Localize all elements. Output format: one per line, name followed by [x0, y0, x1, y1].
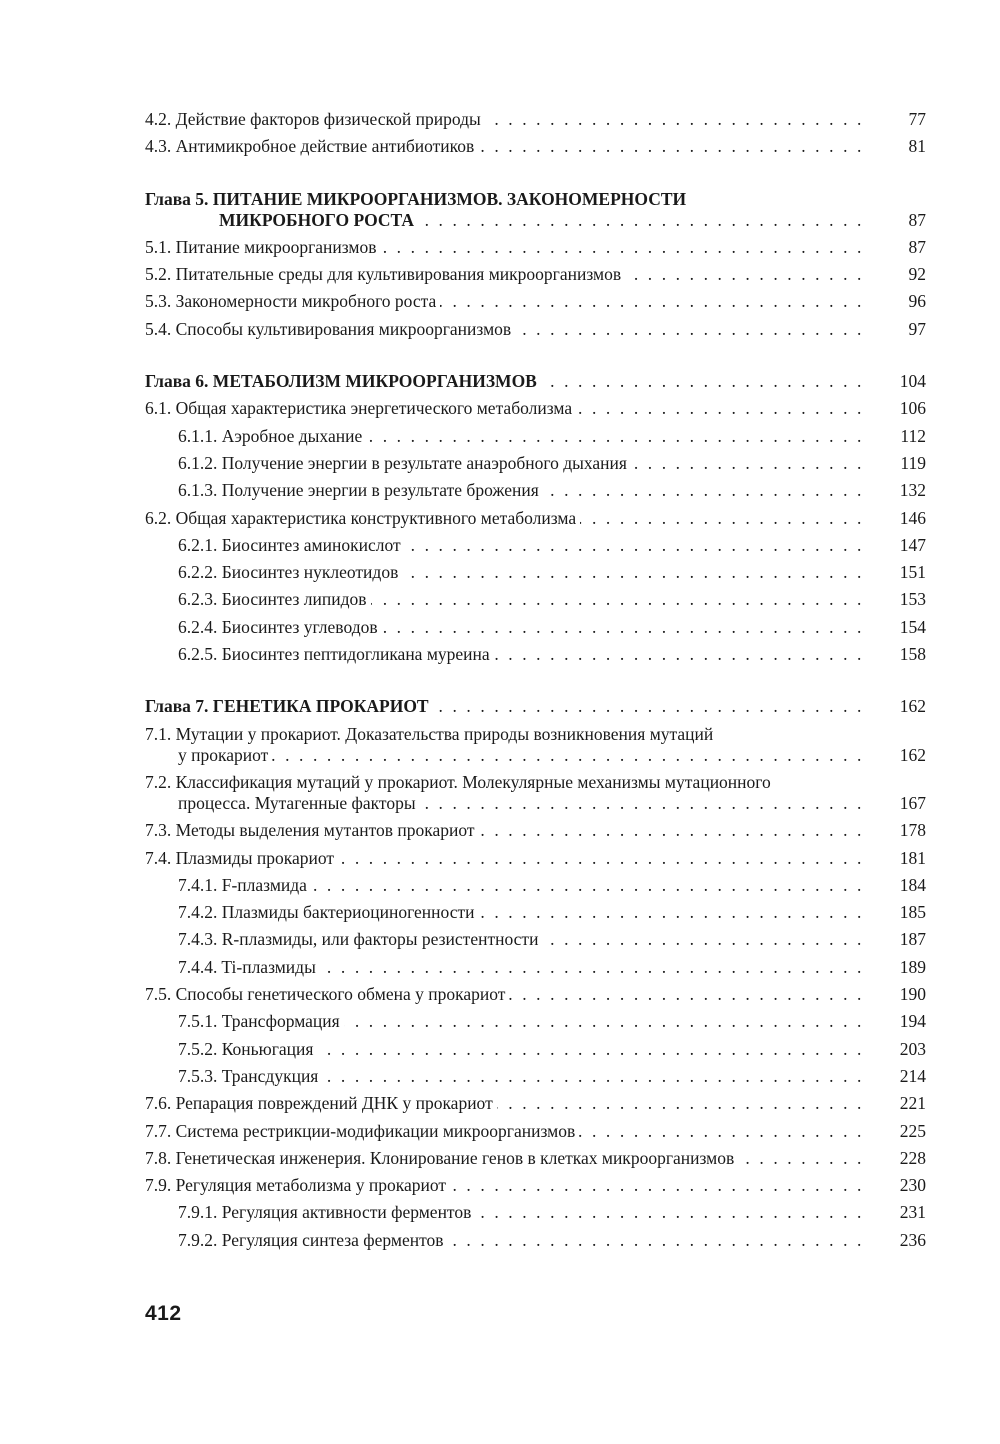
toc-entry-title: 5.1. Питание микроорганизмов: [145, 236, 377, 257]
toc-entry-title: 7.9.2. Регуляция синтеза ферментов: [178, 1229, 444, 1250]
toc-entry-title: 7.6. Репарация повреждений ДНК у прокариот: [145, 1093, 493, 1114]
toc-entry-title: 7.4. Плазмиды прокариот: [145, 847, 335, 868]
toc-entry-page: 181: [899, 847, 926, 868]
chapter-5-title-line2: МИКРОБНОГО РОСТА: [219, 209, 414, 230]
dot-leader: [494, 644, 864, 665]
toc-entry-page: 184: [899, 874, 926, 895]
chapter-6-entry[interactable]: [145, 371, 926, 392]
dot-leader: [478, 136, 864, 157]
toc-entry-title: 7.7. Система рестрикции-модификации микроорганизмов: [145, 1120, 576, 1141]
toc-entry-7-1[interactable]: [145, 745, 926, 766]
toc-entry-page: 87: [908, 209, 926, 230]
toc-entry-title: 7.4.4. Ti-плазмиды: [178, 956, 316, 977]
toc-entry-title: 7.5.1. Трансформация: [178, 1011, 340, 1032]
toc-entry-title: 6.1.2. Получение энергии в результате анаэробного дыхания: [178, 452, 627, 473]
toc-entry-page: 178: [899, 820, 926, 841]
toc-entry-5-4[interactable]: [145, 319, 926, 340]
dot-leader: [509, 984, 864, 1005]
dot-leader: [418, 210, 864, 231]
dot-leader: [272, 745, 864, 766]
dot-leader: [311, 875, 864, 896]
toc-entry-title: 6.1. Общая характеристика энергетического метаболизма: [145, 398, 573, 419]
toc-entry-page: 106: [899, 398, 926, 419]
toc-entry-4-3[interactable]: [145, 136, 926, 157]
toc-entry-title: 6.1.3. Получение энергии в результате брожения: [178, 480, 539, 501]
dot-leader: [475, 1202, 864, 1223]
dot-leader: [448, 1230, 864, 1251]
toc-entry-page: 230: [899, 1175, 926, 1196]
toc-entry-page: 187: [899, 929, 926, 950]
toc-entry-page: 147: [899, 534, 926, 555]
dot-leader: [440, 291, 864, 312]
toc-entry-title: 5.3. Закономерности микробного роста: [145, 291, 437, 312]
toc-entry-title: 7.4.3. R-плазмиды, или факторы резистентности: [178, 929, 539, 950]
toc-entry-6-1-3[interactable]: [145, 480, 926, 501]
chapter-5-entry[interactable]: [145, 210, 926, 231]
dot-leader: [543, 480, 864, 501]
toc-entry-5-2[interactable]: [145, 264, 926, 285]
toc-entry-page: 228: [899, 1147, 926, 1168]
dot-leader: [497, 1093, 864, 1114]
toc-entry-7-9[interactable]: [145, 1175, 926, 1196]
dot-leader: [320, 957, 864, 978]
toc-entry-title: 7.4.1. F-плазмида: [178, 874, 307, 895]
toc-entry-6-2-4[interactable]: [145, 617, 926, 638]
toc-entry-6-2-1[interactable]: [145, 535, 926, 556]
toc-entry-title: 5.2. Питательные среды для культивирования микроорганизмов: [145, 264, 622, 285]
toc-entry-page: 203: [899, 1038, 926, 1059]
dot-leader: [366, 426, 864, 447]
chapter-7-entry[interactable]: [145, 696, 926, 717]
toc-entry-page: 231: [899, 1202, 926, 1223]
toc-entry-page: 154: [899, 616, 926, 637]
dot-leader: [433, 696, 864, 717]
toc-entry-title: 4.2. Действие факторов физической природы: [145, 109, 481, 129]
toc-entry-page: 162: [899, 696, 926, 717]
toc-entry-page: 162: [899, 744, 926, 765]
toc-entry-7-4[interactable]: [145, 848, 926, 869]
toc-entry-page: 96: [908, 291, 926, 312]
toc-entry-7-5-1[interactable]: [145, 1011, 926, 1032]
toc-entry-page: 104: [899, 371, 926, 392]
toc-entry-5-3[interactable]: [145, 291, 926, 312]
dot-leader: [344, 1011, 864, 1032]
dot-leader: [479, 820, 864, 841]
toc-entry-page: 97: [908, 318, 926, 339]
toc-entry-page: 225: [899, 1120, 926, 1141]
toc-entry-7-9-2[interactable]: [145, 1230, 926, 1251]
dot-leader: [381, 237, 865, 258]
toc-entry-title: 6.2.3. Биосинтез липидов: [178, 589, 367, 610]
toc-entry-title: 7.3. Методы выделения мутантов прокариот: [145, 820, 475, 841]
dot-leader: [576, 398, 864, 419]
toc-entry-page: 151: [899, 562, 926, 583]
toc-entry-6-2-2[interactable]: [145, 562, 926, 583]
toc-entry-page: 92: [908, 264, 926, 285]
toc-entry-page: 236: [899, 1229, 926, 1250]
toc-entry-7-4-2[interactable]: [145, 902, 926, 923]
toc-entry-page: 190: [899, 984, 926, 1005]
toc-entry-page: 87: [908, 236, 926, 257]
chapter-6-title: Глава 6. МЕТАБОЛИЗМ МИКРООРГАНИЗМОВ: [145, 371, 537, 392]
dot-leader: [450, 1175, 864, 1196]
toc-entry-title: 6.1.1. Аэробное дыхание: [178, 425, 363, 446]
toc-entry-6-1-2[interactable]: [145, 453, 926, 474]
toc-entry-page: 119: [900, 452, 926, 473]
dot-leader: [579, 1121, 864, 1142]
toc-entry-page: 221: [899, 1093, 926, 1114]
toc-entry-title: 6.2. Общая характеристика конструктивного метаболизма: [145, 507, 577, 528]
toc-entry-title: 7.5. Способы генетического обмена у прокариот: [145, 984, 506, 1005]
toc-entry-page: 81: [908, 136, 926, 157]
toc-entry-page: 132: [899, 480, 926, 501]
dot-leader: [738, 1148, 864, 1169]
dot-leader: [322, 1066, 864, 1087]
toc-entry-6-1[interactable]: [145, 398, 926, 419]
toc-entry-title: 6.2.5. Биосинтез пептидогликана муреина: [178, 644, 490, 665]
toc-entry-title: 7.4.2. Плазмиды бактериоциногенности: [178, 902, 475, 923]
dot-leader: [382, 617, 864, 638]
dot-leader: [580, 508, 864, 529]
page-number: 412: [145, 1302, 182, 1325]
toc-entry-title: 6.2.2. Биосинтез нуклеотидов: [178, 562, 399, 583]
toc-entry-6-2-3[interactable]: [145, 589, 926, 610]
toc-entry-7-5-3[interactable]: [145, 1066, 926, 1087]
table-of-contents: [145, 109, 926, 1257]
toc-entry-page: 185: [899, 902, 926, 923]
toc-entry-7-6[interactable]: [145, 1093, 926, 1114]
toc-entry-title: 7.9. Регуляция метаболизма у прокариот: [145, 1175, 447, 1196]
toc-entry-6-1-1[interactable]: [145, 426, 926, 447]
toc-entry-7-1-line1[interactable]: 7.1. Мутации у прокариот. Доказательства природы возникновения мутаций: [145, 723, 714, 744]
toc-entry-7-7[interactable]: [145, 1121, 926, 1142]
toc-entry-6-2-5[interactable]: [145, 644, 926, 665]
toc-entry-title: 6.2.4. Биосинтез углеводов: [178, 616, 378, 637]
toc-entry-6-2[interactable]: [145, 508, 926, 529]
toc-entry-7-4-3[interactable]: [145, 929, 926, 950]
dot-leader: [542, 929, 864, 950]
toc-entry-page: 194: [899, 1011, 926, 1032]
dot-leader: [479, 902, 864, 923]
toc-entry-page: 77: [908, 109, 926, 129]
toc-entry-page: 167: [899, 792, 926, 813]
toc-entry-title: 7.9.1. Регуляция активности ферментов: [178, 1202, 472, 1223]
dot-leader: [420, 793, 864, 814]
dot-leader: [541, 371, 864, 392]
toc-entry-7-8[interactable]: [145, 1148, 926, 1169]
toc-entry-7-2-line1[interactable]: 7.2. Классификация мутаций у прокариот. Молекулярные механизмы мутационного: [145, 771, 771, 792]
dot-leader: [317, 1039, 864, 1060]
toc-entry-page: 112: [900, 425, 926, 446]
toc-entry-7-5[interactable]: [145, 984, 926, 1005]
toc-entry-title: 6.2.1. Биосинтез аминокислот: [178, 534, 401, 555]
dot-leader: [402, 562, 864, 583]
toc-entry-5-1[interactable]: [145, 237, 926, 258]
toc-entry-page: 189: [899, 956, 926, 977]
toc-entry-page: 158: [899, 644, 926, 665]
toc-entry-page: 153: [899, 589, 926, 610]
toc-entry-7-2[interactable]: [145, 793, 926, 814]
toc-entry-page: 146: [899, 507, 926, 528]
chapter-5-title-line1[interactable]: Глава 5. ПИТАНИЕ МИКРООРГАНИЗМОВ. ЗАКОНОМЕРНОСТИ: [145, 188, 687, 209]
toc-entry-7-3[interactable]: [145, 820, 926, 841]
chapter-7-title: Глава 7. ГЕНЕТИКА ПРОКАРИОТ: [145, 696, 429, 717]
toc-entry-page: 214: [899, 1065, 926, 1086]
toc-entry-7-4-4[interactable]: [145, 957, 926, 978]
toc-entry-7-5-2[interactable]: [145, 1039, 926, 1060]
toc-entry-title: 4.3. Антимикробное действие антибиотиков: [145, 136, 475, 157]
toc-entry-title: 7.5.3. Трансдукция: [178, 1065, 319, 1086]
toc-entry-title: у прокариот: [178, 744, 269, 765]
dot-leader: [631, 453, 864, 474]
toc-entry-title: 7.5.2. Коньюгация: [178, 1038, 314, 1059]
toc-entry-title: процесса. Мутагенные факторы: [178, 792, 416, 813]
dot-leader: [625, 264, 864, 285]
dot-leader: [405, 535, 864, 556]
toc-entry-7-4-1[interactable]: [145, 875, 926, 896]
toc-entry-7-9-1[interactable]: [145, 1202, 926, 1223]
toc-entry-title: 7.8. Генетическая инженерия. Клонирование генов в клетках микроорганизмов: [145, 1147, 735, 1168]
dot-leader: [485, 109, 864, 130]
toc-entry-title: 5.4. Способы культивирования микроорганизмов: [145, 318, 512, 339]
dot-leader: [338, 848, 864, 869]
dot-leader: [371, 589, 864, 610]
dot-leader: [515, 319, 864, 340]
toc-entry-4-2[interactable]: [145, 109, 926, 130]
